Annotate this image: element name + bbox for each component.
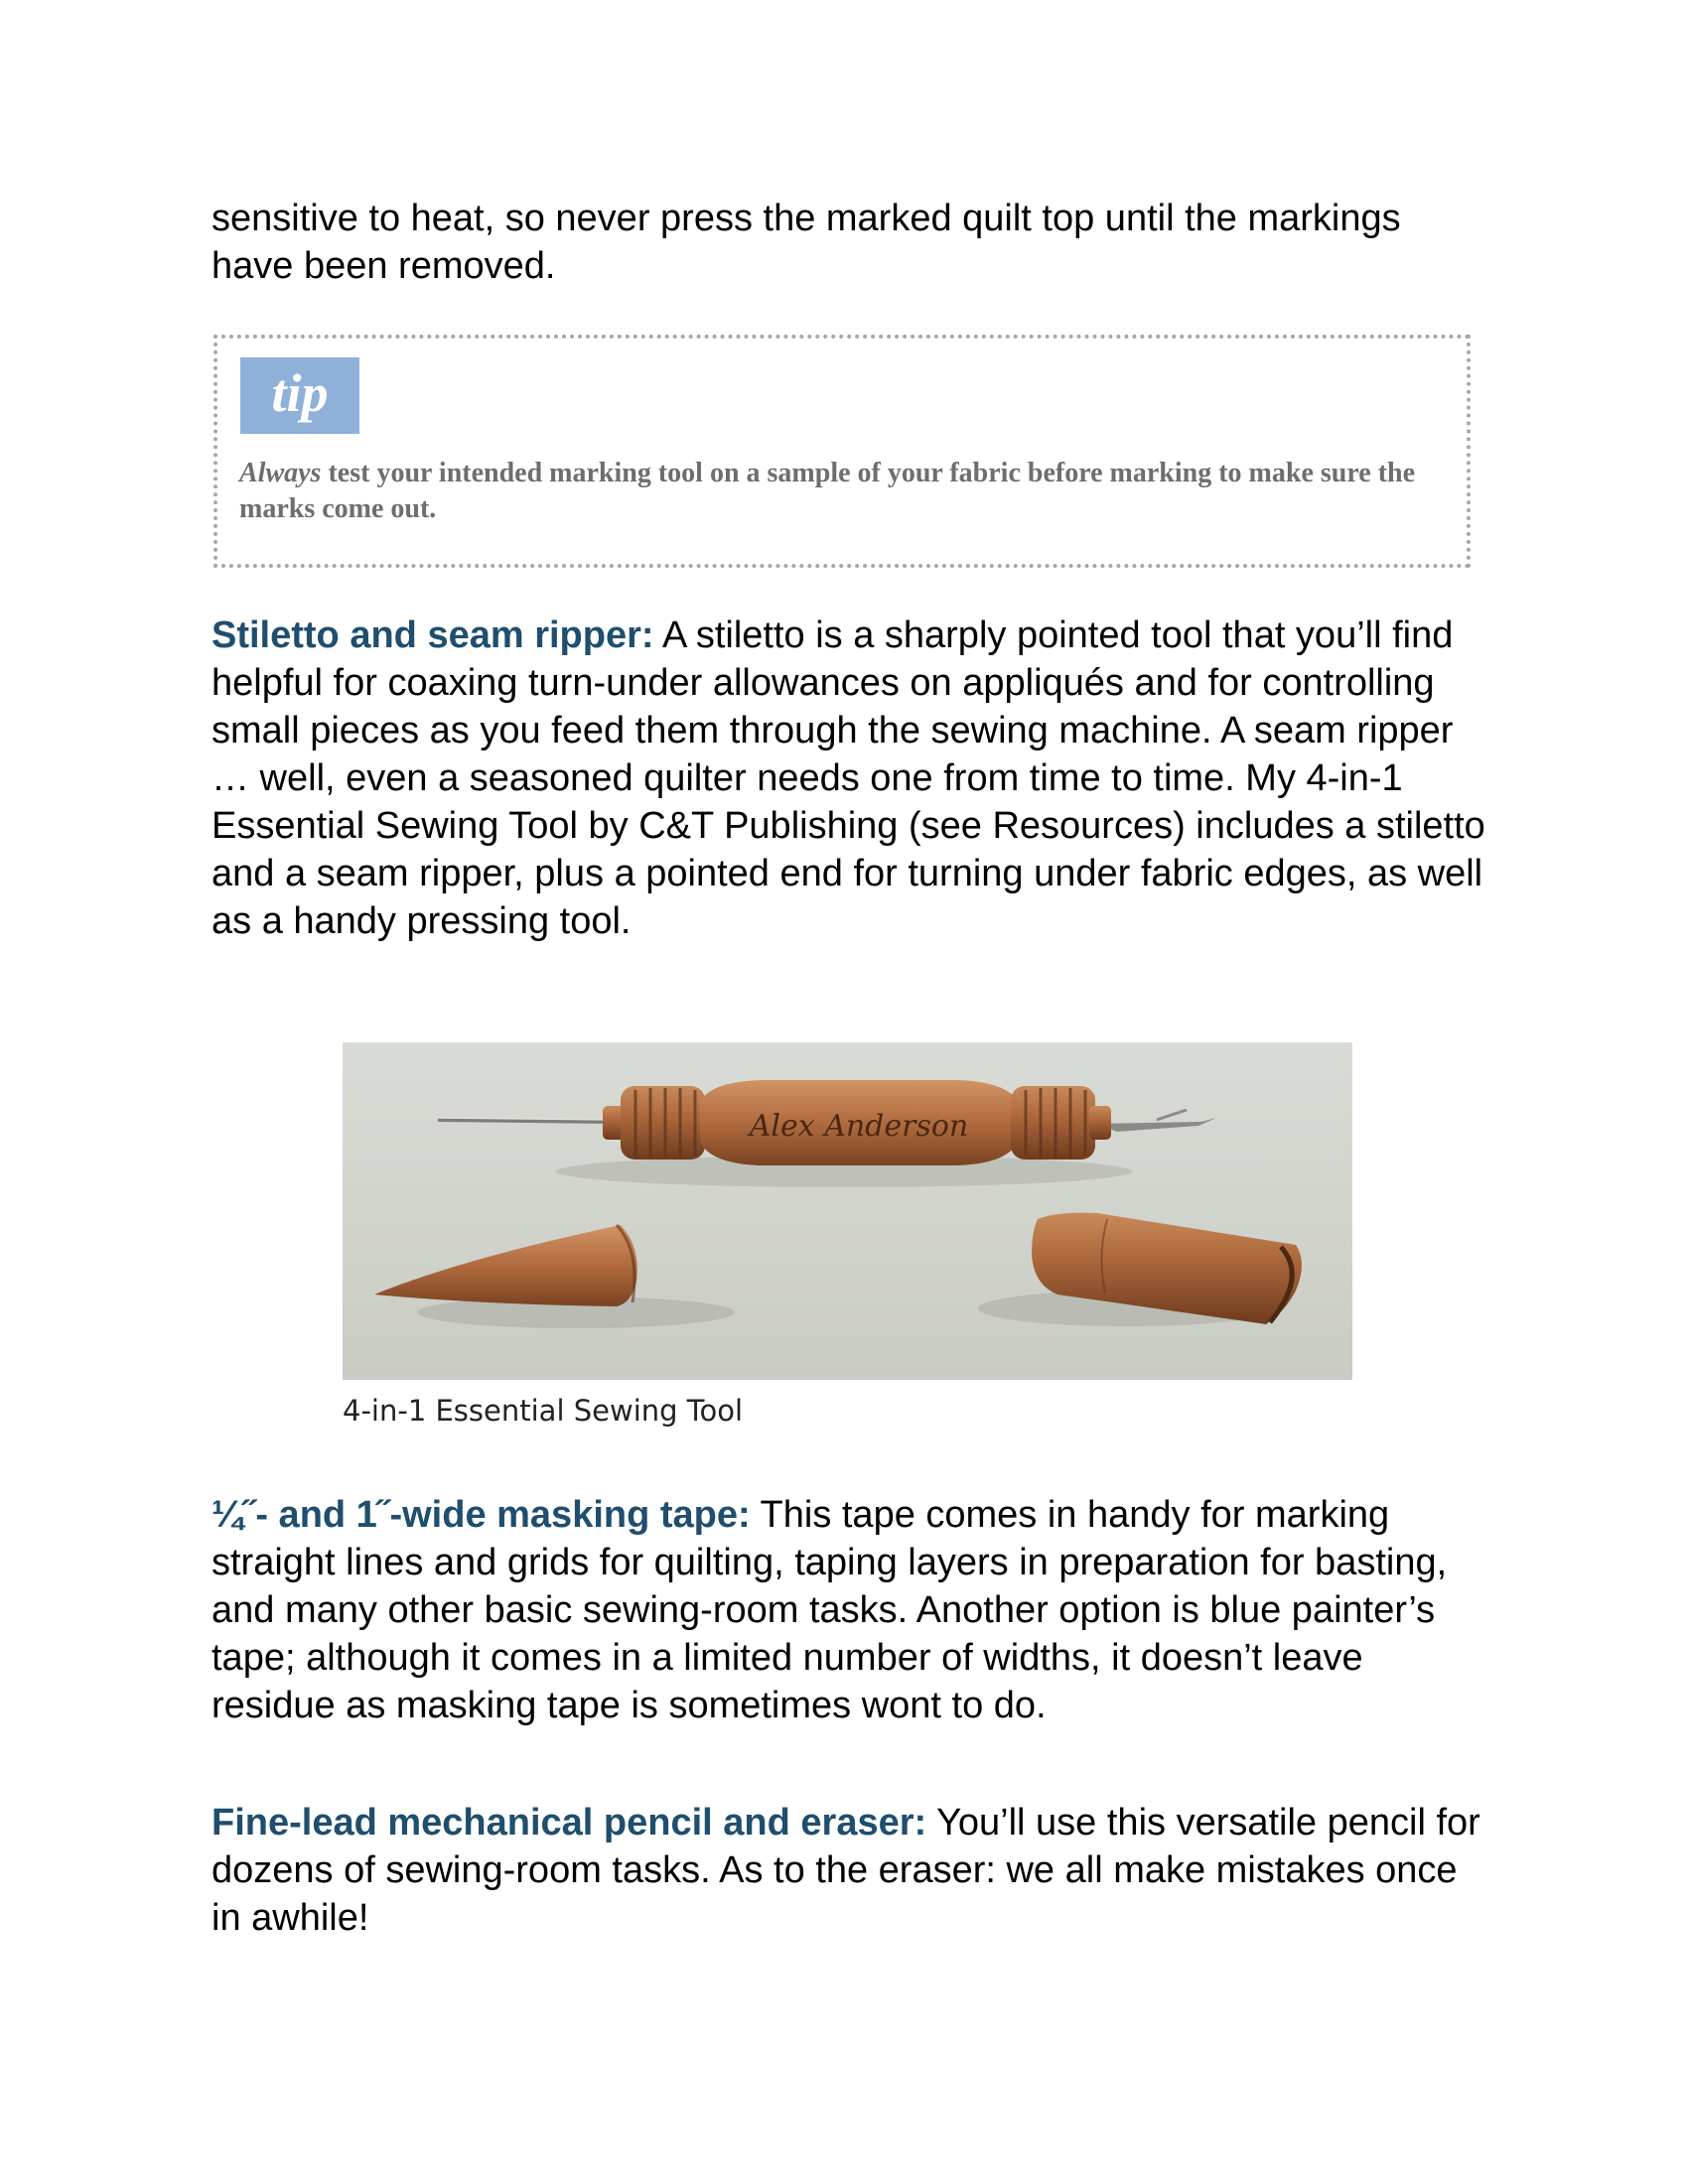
tip-badge: tip [240,357,359,434]
intro-paragraph: sensitive to heat, so never press the marked quilt top until the markings have been removed. [211,198,1401,287]
stiletto-paragraph [211,612,1492,945]
pencil-term: Fine-lead mechanical pencil and eraser: [211,1802,927,1843]
figure-caption: 4-in-1 Essential Sewing Tool [343,1394,744,1428]
engraving-text: Alex Anderson [749,1109,969,1144]
tip-box [213,335,1471,568]
masking-tape-body: This tape comes in handy for marking straight lines and grids for quilting, taping layers in preparation for basting, and many other basic sewing-room tasks. Another option is blue painter’s tape; although it comes in a limited number of widths, it doesn’t leave residue as masking tape is sometimes wont to do. [211,1494,1448,1726]
pencil-body: You’ll use this versatile pencil for dozens of sewing-room tasks. As to the eraser: we all make mistakes once in awhile! [211,1802,1480,1939]
stiletto-body: A stiletto is a sharply pointed tool that you’ll find helpful for coaxing turn-under allowances on appliqués and for controlling small pieces as you feed them through the sewing machine. A seam ripper … well, even a seasoned quilter needs one from time to time. My 4-in-1 Essential Sewing Tool by C&T Publishing (see Resources) includes a stiletto and a seam ripper, plus a pointed end for turning under fabric edges, as well as a handy pressing tool. [211,614,1485,942]
tip-body: test your intended marking tool on a sample of your fabric before marking to make sure the marks come out. [239,458,1416,524]
masking-tape-term: ¼˝- and 1˝-wide masking tape: [211,1494,751,1536]
sewing-tool-photo [343,1042,1352,1380]
tip-lead-word: Always [239,458,322,488]
masking-tape-paragraph [211,1491,1492,1729]
tip-text [239,456,1451,527]
stiletto-term: Stiletto and seam ripper: [211,614,654,656]
pencil-paragraph [211,1799,1492,1942]
